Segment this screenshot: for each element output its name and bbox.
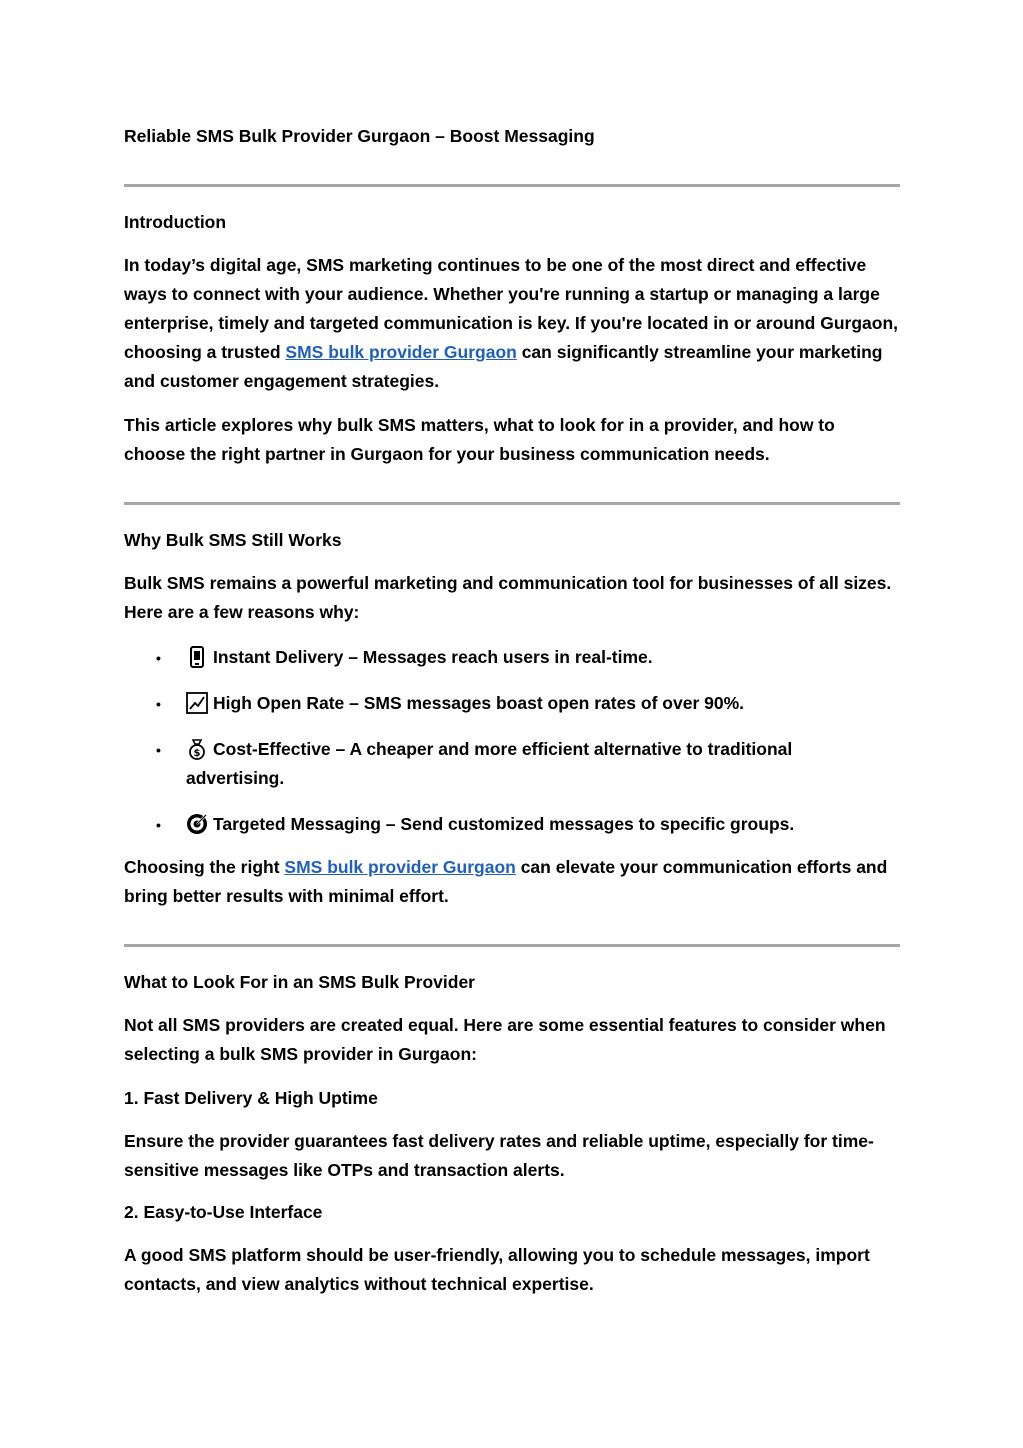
bullet: •: [156, 742, 161, 758]
list-item-text: Cost-Effective – A cheaper and more efficient alternative to traditional advertising.: [186, 739, 793, 788]
document-title: Reliable SMS Bulk Provider Gurgaon – Boost Messaging: [124, 126, 595, 146]
text-run: can significantly streamline your marketing and customer engagement strategies.: [124, 342, 883, 391]
list-item-text: Targeted Messaging – Send customized messages to specific groups.: [213, 814, 795, 834]
intro-heading: Introduction: [124, 212, 227, 232]
divider: [124, 502, 900, 505]
lookfor-paragraph-1: Not all SMS providers are created equal. Here are some essential features to consider when selecting a bulk SMS provider in Gurgaon:: [124, 1015, 886, 1064]
text-run: In today’s digital age, SMS marketing continues to be one of the most direct and effective ways to connect with your audience. Whether you're running a startup or managing a large enterprise, timely and targeted communication is key. If you're located in or around Gurgaon, choosing a trusted: [124, 255, 898, 362]
svg-text:$: $: [193, 748, 201, 759]
subheading-easy-interface: 2. Easy-to-Use Interface: [124, 1202, 323, 1222]
bullet: •: [156, 817, 161, 833]
list-item-text: Instant Delivery – Messages reach users in real-time.: [213, 647, 653, 667]
why-paragraph-2: [124, 853, 900, 911]
list-item: [186, 643, 886, 672]
chart-icon: [186, 692, 208, 714]
intro-paragraph-2: This article explores why bulk SMS matters, what to look for in a provider, and how to choose the right partner in Gurgaon for your business communication needs.: [124, 415, 835, 464]
divider: [124, 184, 900, 187]
list-item: [186, 689, 886, 718]
intro-paragraph-1: [124, 251, 900, 396]
lookfor-paragraph-3: A good SMS platform should be user-friendly, allowing you to schedule messages, import contacts, and view analytics without technical expertise.: [124, 1245, 870, 1294]
provider-link[interactable]: SMS bulk provider Gurgaon: [284, 857, 516, 877]
bullet: •: [156, 696, 161, 712]
subheading-fast-delivery: 1. Fast Delivery & High Uptime: [124, 1088, 378, 1108]
mobile-icon: [186, 646, 208, 668]
provider-link[interactable]: SMS bulk provider Gurgaon: [285, 342, 517, 362]
list-item-text: High Open Rate – SMS messages boast open rates of over 90%.: [213, 693, 744, 713]
list-item: [186, 810, 886, 839]
why-paragraph-1: Bulk SMS remains a powerful marketing and communication tool for businesses of all sizes. Here are a few reasons why:: [124, 573, 892, 622]
why-heading: Why Bulk SMS Still Works: [124, 530, 342, 550]
target-icon: [186, 813, 208, 835]
list-item: [186, 735, 886, 793]
divider: [124, 944, 900, 947]
lookfor-paragraph-2: Ensure the provider guarantees fast delivery rates and reliable uptime, especially for time-sensitive messages like OTPs and transaction alerts.: [124, 1131, 874, 1180]
money-bag-icon: [186, 738, 208, 760]
bullet: •: [156, 650, 161, 666]
text-run: can elevate your communication efforts and bring better results with minimal effort.: [124, 857, 888, 906]
text-run: Choosing the right: [124, 857, 285, 877]
lookfor-heading: What to Look For in an SMS Bulk Provider: [124, 972, 475, 992]
